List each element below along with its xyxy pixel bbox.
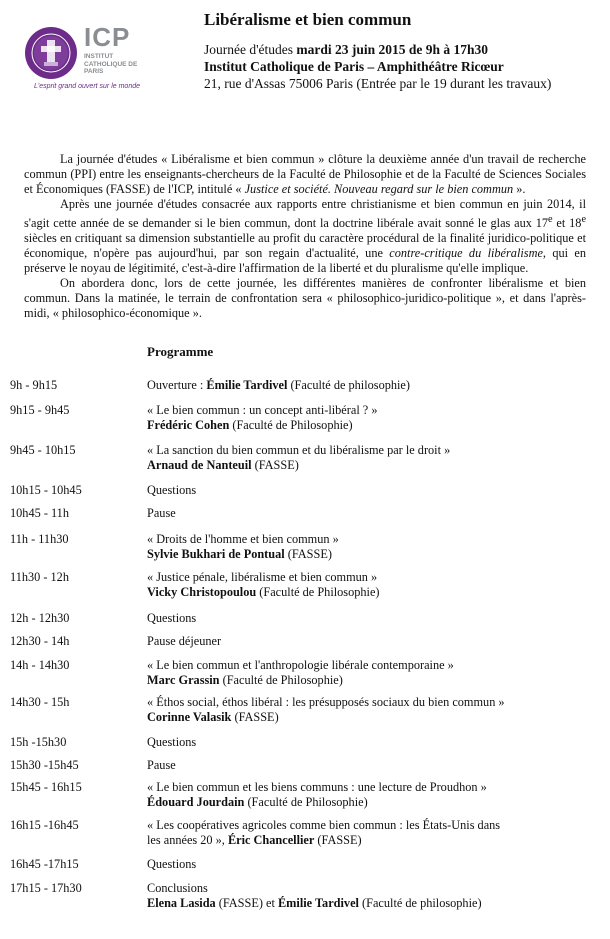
event-header xyxy=(204,10,594,92)
talk-title: « Justice pénale, libéralisme et bien commun » xyxy=(147,570,378,584)
schedule-desc: Questions xyxy=(147,735,197,749)
speaker-affiliation: (FASSE) xyxy=(231,710,279,724)
speaker-affiliation: (Faculté de Philosophie) xyxy=(256,585,380,599)
schedule-time: 12h - 12h30 xyxy=(10,611,70,625)
speaker-name: Sylvie Bukhari de Pontual xyxy=(147,547,285,561)
schedule-row xyxy=(10,443,600,483)
intro-text xyxy=(24,152,586,321)
speaker-name: Marc Grassin xyxy=(147,673,220,687)
schedule-row xyxy=(10,695,600,735)
program-heading: Programme xyxy=(147,344,214,359)
speaker-affiliation: (FASSE) et xyxy=(215,896,278,910)
schedule-desc xyxy=(147,443,567,473)
schedule-desc xyxy=(147,658,567,688)
schedule-row xyxy=(10,634,600,658)
logo-name: ICP xyxy=(84,22,131,52)
speaker-affiliation: (FASSE) xyxy=(284,547,332,561)
schedule-time: 10h15 - 10h45 xyxy=(10,483,82,497)
superscript: e xyxy=(581,214,586,225)
speaker-name: Elena Lasida xyxy=(147,896,216,910)
intro-text-run: Après une journée d'études consacrée aux rapports entre christianisme et bien commun en juin 2014, il s'agit cette année de se demander si le bien commun, dont la doctrine libérale avait sonné le glas aux 17 xyxy=(24,197,586,231)
speaker-affiliation: (FASSE) xyxy=(251,458,299,472)
speaker-name: Édouard Jourdain xyxy=(147,795,245,809)
schedule-desc xyxy=(147,403,567,433)
schedule-desc: Pause xyxy=(147,758,176,772)
page-title: Libéralisme et bien commun xyxy=(204,10,412,29)
intro-text-run: La journée d'études « Libéralisme et bien commun » clôture la deuxième année d'un travail de recherche commun (PPI) entre les enseignants-chercheurs de la Faculté de Philosophie et de la Faculté de Sciences Sociales et Économiques (FASSE) de l'ICP, intitulé « xyxy=(24,152,586,196)
schedule-desc: Questions xyxy=(147,611,197,625)
talk-title: « Le bien commun : un concept anti-libéral ? » xyxy=(147,403,378,417)
emphasis-text: contre-critique du libéralisme xyxy=(389,246,543,261)
schedule-desc xyxy=(147,532,567,562)
talk-title-continued: les années 20 », xyxy=(147,833,228,847)
schedule-desc xyxy=(147,378,567,393)
talk-title: « Les coopératives agricoles comme bien commun : les États-Unis dans xyxy=(147,818,501,832)
intro-text-run: siècles en critiquant sa dimension substantielle au profit du caractère procédural de la finalité juridico-politique et économique, n'opère pas aujourd'hui, par son regain d'actualité, une xyxy=(24,231,586,261)
intro-paragraph-3: On abordera donc, lors de cette journée, les différentes manières de confronter libéralisme et bien commun. Dans la matinée, le terrain de confrontation sera « philosophico-juridico-politique », et dans l'après-midi, « philosophico-économique ». xyxy=(24,276,586,321)
speaker-affiliation: (FASSE) xyxy=(314,833,362,847)
speaker-name: Émilie Tardivel xyxy=(206,378,288,392)
logo-slogan: L'esprit grand ouvert sur le monde xyxy=(34,83,141,90)
intro-paragraph-2 xyxy=(24,197,586,276)
schedule-time: 14h - 14h30 xyxy=(10,658,70,672)
schedule-desc xyxy=(147,695,567,725)
speaker-affiliation: (Faculté de Philosophie) xyxy=(219,673,343,687)
speaker-name: Frédéric Cohen xyxy=(147,418,230,432)
talk-title: « Le bien commun et les biens communs : une lecture de Proudhon » xyxy=(147,780,487,794)
schedule-desc xyxy=(147,881,567,911)
schedule-desc: Questions xyxy=(147,483,197,497)
schedule-row xyxy=(10,758,600,780)
speaker-name: Émilie Tardivel xyxy=(277,896,359,910)
schedule-row xyxy=(10,780,600,818)
schedule-desc xyxy=(147,818,567,848)
schedule-row xyxy=(10,403,600,443)
speaker-name: Arnaud de Nanteuil xyxy=(147,458,252,472)
speaker-name: Éric Chancellier xyxy=(227,833,315,847)
date-prefix: Journée d'études xyxy=(204,42,297,57)
schedule-time: 17h15 - 17h30 xyxy=(10,881,82,895)
event-address: 21, rue d'Assas 75006 Paris (Entrée par le 19 durant les travaux) xyxy=(204,76,552,91)
schedule-time: 9h15 - 9h45 xyxy=(10,403,70,417)
session-text: Ouverture : xyxy=(147,378,207,392)
speaker-name: Corinne Valasik xyxy=(147,710,232,724)
schedule-time: 10h45 - 11h xyxy=(10,506,69,520)
schedule-desc xyxy=(147,570,567,600)
event-venue: Institut Catholique de Paris – Amphithéâtre Ricœur xyxy=(204,59,504,74)
schedule-time: 12h30 - 14h xyxy=(10,634,70,648)
talk-title: « Éthos social, éthos libéral : les présupposés sociaux du bien commun » xyxy=(147,695,505,709)
speaker-affiliation: (Faculté de philosophie) xyxy=(287,378,410,392)
talk-title: « La sanction du bien commun et du libéralisme par le droit » xyxy=(147,443,451,457)
schedule-time: 15h -15h30 xyxy=(10,735,67,749)
schedule-time: 9h45 - 10h15 xyxy=(10,443,76,457)
intro-text-run: , qui en préserve le noyau de légitimité, c'est-à-dire l'affirmation de la liberté et du pluralisme qu'elle implique. xyxy=(24,246,586,276)
intro-text-run: et 18 xyxy=(552,216,582,231)
intro-paragraph-1 xyxy=(24,152,586,197)
talk-title: Conclusions xyxy=(147,881,208,895)
research-title: Justice et société. Nouveau regard sur le bien commun xyxy=(244,182,514,196)
schedule-time: 15h30 -15h45 xyxy=(10,758,79,772)
talk-title: « Le bien commun et l'anthropologie libérale contemporaine » xyxy=(147,658,454,672)
icp-logo xyxy=(24,20,164,96)
superscript: e xyxy=(548,214,553,225)
schedule-row xyxy=(10,658,600,695)
schedule-time: 16h15 -16h45 xyxy=(10,818,79,832)
speaker-affiliation: (Faculté de Philosophie) xyxy=(229,418,353,432)
schedule-time: 9h - 9h15 xyxy=(10,378,58,392)
schedule-row xyxy=(10,532,600,570)
schedule-time: 11h - 11h30 xyxy=(10,532,69,546)
talk-title: « Droits de l'homme et bien commun » xyxy=(147,532,339,546)
schedule-time: 15h45 - 16h15 xyxy=(10,780,82,794)
schedule-row xyxy=(10,818,600,857)
schedule-desc: Pause xyxy=(147,506,176,520)
schedule-row xyxy=(10,611,600,634)
schedule-row xyxy=(10,506,600,532)
logo-subtitle: INSTITUT CATHOLIQUE DE PARIS xyxy=(84,53,138,75)
schedule-row xyxy=(10,857,600,881)
schedule-time: 14h30 - 15h xyxy=(10,695,70,709)
schedule-desc: Questions xyxy=(147,857,197,871)
schedule-row xyxy=(10,378,600,403)
schedule-row xyxy=(10,881,600,917)
schedule-row xyxy=(10,570,600,611)
schedule-row xyxy=(10,483,600,506)
schedule-time: 11h30 - 12h xyxy=(10,570,69,584)
schedule-desc xyxy=(147,780,567,810)
speaker-affiliation: (Faculté de Philosophie) xyxy=(244,795,368,809)
program-schedule xyxy=(10,378,600,917)
speaker-name: Vicky Christopoulou xyxy=(147,585,257,599)
intro-text-run: ». xyxy=(513,182,526,196)
schedule-time: 16h45 -17h15 xyxy=(10,857,79,871)
event-date-line xyxy=(204,41,594,58)
icp-seal-icon xyxy=(24,26,78,80)
event-date: mardi 23 juin 2015 de 9h à 17h30 xyxy=(296,42,489,57)
schedule-row xyxy=(10,735,600,758)
speaker-affiliation: (Faculté de philosophie) xyxy=(358,896,482,910)
schedule-desc: Pause déjeuner xyxy=(147,634,222,648)
